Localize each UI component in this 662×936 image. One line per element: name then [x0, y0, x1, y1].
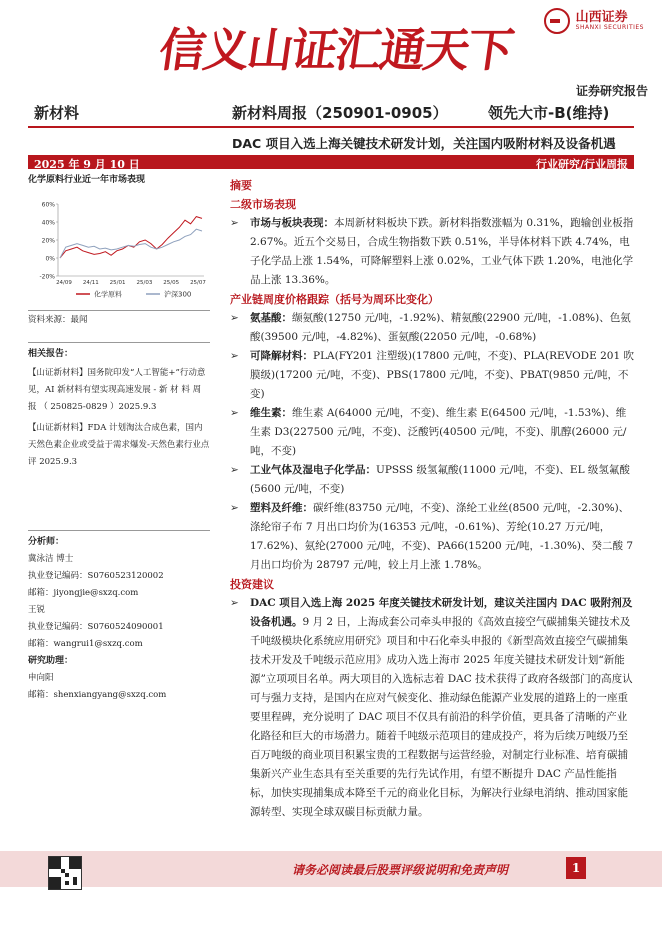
- analyst-2-cert: 执业登记编码：S0760524090001: [28, 622, 164, 632]
- title-divider: [28, 126, 634, 128]
- report-subtitle: DAC 项目入选上海关键技术研发计划，关注国内吸附材料及设备机遇: [232, 136, 616, 151]
- legend-label-0: 化学原料: [94, 290, 122, 299]
- x-tick-label: 24/09: [56, 280, 72, 286]
- report-title: 新材料周报（250901-0905）: [232, 104, 448, 122]
- y-tick-label: 40%: [41, 219, 55, 227]
- y-tick-label: 0%: [45, 255, 55, 263]
- vit-label: 维生素：: [250, 407, 292, 419]
- invest-paragraph: [230, 594, 636, 822]
- analyst-1-email[interactable]: 邮箱：jiyongjie@sxzq.com: [28, 588, 139, 598]
- report-category: 行业研究/行业周报: [535, 158, 628, 171]
- vit-text: 维生素 A(64000 元/吨，不变)、维生素 E(64500 元/吨，-1.53%)、维生素 D3(227500 元/吨，不变)、泛酸钙(40500 元/吨，不变)、肌醇(26000 元/吨，不变): [250, 407, 627, 457]
- related-report-1[interactable]: 【山证新材料】国务院印发“人工智能+”行动意见，AI 新材料有望实现高速发展 - 新 材 料 周 报 （ 250825-0829 ）2025.9.3: [28, 368, 206, 412]
- analyst-2-name: 王锐: [28, 605, 46, 615]
- invest-text: 9 月 2 日，上海成套公司牵头申报的《高效直接空气碳捕集关键技术及千吨级模块化系统应用研究》项目和中石化牵头申报的《新型高效直接空气碳捕集技术开发及千吨级示范应用》成功入选上海市 2025 年度关键技术研发计划“新能源”立项项目名单。两大项目的入选标志着 DAC 技术获得了政府各级部门的高度认可与强力支持，是国内在应对气候变化、推动绿色能源产业发展的道路上的一座重要里程碑，充分说明了 DAC 项目不仅具有前沿的科学价值，更具备了清晰的产业化路径和巨大的市场潜力。随着千吨级示范项目的建成投产，将为后续万吨级乃至百万吨级的商业项目积累宝贵的工程数据与运营经验，对制定行业标准、培育碳捕集新兴产业生态具有至关重要的先行先试作用，有望不断提升 DAC 产品性能指标，加快实现捕集成本降至千元的商业化目标，为解决行业绿电消纳、推动国家能源转型、实现全球双碳目标贡献力量。: [250, 616, 633, 818]
- market-heading: 二级市场表现: [230, 198, 296, 211]
- report-type: 证券研究报告: [575, 84, 648, 98]
- arrow-icon: ➢: [230, 407, 239, 419]
- arrow-icon: ➢: [230, 502, 239, 514]
- abstract-heading: 摘要: [230, 179, 252, 192]
- sector-title: 新材料: [34, 104, 80, 122]
- amino-text: 缬氨酸(12750 元/吨，-1.92%)、精氨酸(22900 元/吨，-1.08%)、色氨酸(39500 元/吨，-4.82%)、蛋氨酸(22050 元/吨，-0.68%): [250, 312, 631, 343]
- gas-text: UPSSS 级氢氟酸(11000 元/吨，不变)、EL 级氢氟酸(5600 元/吨，不变): [250, 464, 630, 495]
- main-content: [230, 176, 636, 822]
- legend-label-1: 沪深300: [164, 290, 192, 299]
- y-tick-label: 60%: [41, 201, 55, 209]
- analyst-title: 分析师：: [28, 537, 65, 547]
- assistant-title: 研究助理：: [28, 656, 74, 666]
- market-label: 市场与板块表现：: [250, 217, 334, 229]
- related-title: 相关报告：: [28, 349, 74, 359]
- arrow-icon: ➢: [230, 464, 239, 476]
- logo-en: SHANXI SECURITIES: [575, 24, 644, 31]
- market-paragraph: [230, 214, 636, 290]
- chart-title: 化学原料行业近一年市场表现: [28, 175, 146, 185]
- arrow-icon: ➢: [230, 312, 239, 324]
- rating: 领先大市-B(维持): [488, 104, 610, 122]
- arrow-icon: ➢: [230, 597, 239, 609]
- series-line-1: [60, 229, 202, 258]
- x-tick-label: 25/03: [136, 280, 153, 286]
- analyst-1-cert: 执业登记编码：S0760523120002: [28, 571, 164, 581]
- arrow-icon: ➢: [230, 350, 239, 362]
- qr-code-icon: [48, 856, 82, 890]
- related-report-2[interactable]: 【山证新材料】FDA 计划淘汰合成色素，国内天然色素企业或受益于需求爆发-天然色素行业点评 2025.9.3: [28, 423, 210, 467]
- logo-icon: [544, 8, 570, 34]
- assistant-name: 申向阳: [28, 673, 54, 683]
- arrow-icon: ➢: [230, 217, 239, 229]
- vit-paragraph: [230, 404, 636, 461]
- x-tick-label: 25/01: [109, 280, 126, 286]
- bio-text: PLA(FY201 注塑级)(17800 元/吨，不变)、PLA(REVODE 201 吹膜级)(17200 元/吨，不变)、PBS(17800 元/吨，不变)、PBAT(9850 元/吨，不变): [250, 350, 634, 400]
- x-tick-label: 25/05: [163, 280, 180, 286]
- invest-heading: 投资建议: [230, 578, 274, 591]
- assistant-email[interactable]: 邮箱：shenxiangyang@sxzq.com: [28, 690, 167, 700]
- gas-label: 工业气体及湿电子化学品：: [250, 464, 376, 476]
- x-tick-label: 24/11: [82, 280, 99, 286]
- price-heading: 产业链周度价格跟踪（括号为周环比变化）: [230, 293, 439, 306]
- page-number: 1: [566, 857, 586, 879]
- analyst-1-name: 冀泳洁 博士: [28, 554, 74, 564]
- logo-name: 山西证券: [575, 10, 628, 25]
- plastic-paragraph: [230, 499, 636, 575]
- report-date: 2025 年 9 月 10 日: [34, 158, 140, 171]
- company-logo: [544, 8, 644, 34]
- amino-paragraph: [230, 309, 636, 347]
- bio-paragraph: [230, 347, 636, 404]
- sidebar: [28, 172, 210, 700]
- slogan: 信义山证汇通天下: [155, 23, 516, 77]
- y-tick-label: -20%: [39, 273, 55, 281]
- bio-label: 可降解材料：: [250, 350, 313, 362]
- invest-label: DAC 项目入选上海 2025 年度关键技术研发计划，建议关注国内 DAC 吸附剂及设备机遇。: [250, 597, 633, 628]
- x-tick-label: 25/07: [190, 280, 206, 286]
- y-tick-label: 20%: [41, 237, 55, 245]
- market-chart: [28, 186, 210, 306]
- market-text: 本周新材料板块下跌。新材料指数涨幅为 0.31%，跑输创业板指 2.67%。近五个交易日，合成生物指数下跌 0.51%，半导体材料下跌 4.74%，电子化学品上涨 1.54%，可降解塑料上涨 0.02%，工业气体下跌 1.20%，电池化学品上涨 13.36%。: [250, 217, 634, 286]
- series-line-0: [60, 217, 202, 258]
- disclaimer-note[interactable]: 请务必阅读最后股票评级说明和免责声明: [292, 863, 509, 877]
- plastic-text: 碳纤维(83750 元/吨，不变)、涤纶工业丝(8500 元/吨，-2.30%)、涤纶帘子布 7 月出口均价为(16353 元/吨，-0.61%)、芳纶(10.27 万元/吨，17.62%)、氨纶(27000 元/吨，不变)、PA66(15200 元/吨，-1.30%)、癸二酸 7 月出口均价为 28797 元/吨，较上月上涨 1.78%。: [250, 502, 634, 571]
- plastic-label: 塑料及纤维：: [250, 502, 313, 514]
- chart-source: 资料来源：最闻: [28, 315, 88, 325]
- analyst-2-email[interactable]: 邮箱：wangrui1@sxzq.com: [28, 639, 143, 649]
- gas-paragraph: [230, 461, 636, 499]
- amino-label: 氨基酸：: [250, 312, 292, 324]
